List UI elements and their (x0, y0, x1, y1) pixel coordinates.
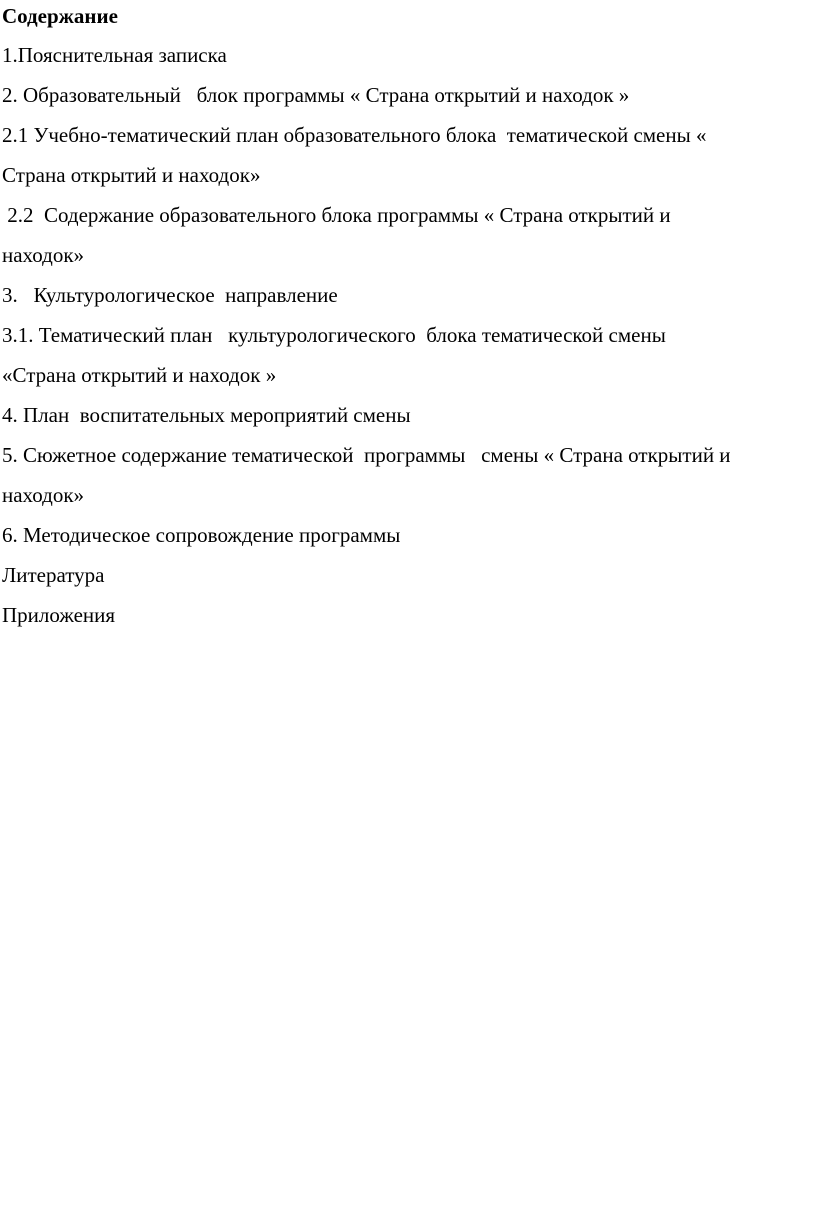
toc-line: находок» (2, 243, 85, 267)
toc-line: 4. План воспитательных мероприятий смены (2, 403, 411, 427)
toc-line: 5. Сюжетное содержание тематической программы смены « Страна открытий и (2, 443, 731, 467)
toc-line: 2.1 Учебно-тематический план образовательного блока тематической смены « (2, 123, 707, 147)
toc-line: 3.1. Тематический план культурологического блока тематической смены (2, 323, 666, 347)
page-title: Содержание (2, 4, 118, 28)
toc-line: 3. Культурологическое направление (2, 283, 338, 307)
toc-line: 1.Пояснительная записка (2, 43, 227, 67)
toc-line: «Страна открытий и находок » (2, 363, 277, 387)
toc-line: Страна открытий и находок» (2, 163, 261, 187)
toc-line: 2.2 Содержание образовательного блока программы « Страна открытий и (2, 203, 671, 227)
toc-line: 2. Образовательный блок программы « Страна открытий и находок » (2, 83, 630, 107)
toc-line: находок» (2, 483, 85, 507)
toc-line: Литература (2, 563, 105, 587)
toc-line: Приложения (2, 603, 116, 627)
toc-line: 6. Методическое сопровождение программы (2, 523, 401, 547)
